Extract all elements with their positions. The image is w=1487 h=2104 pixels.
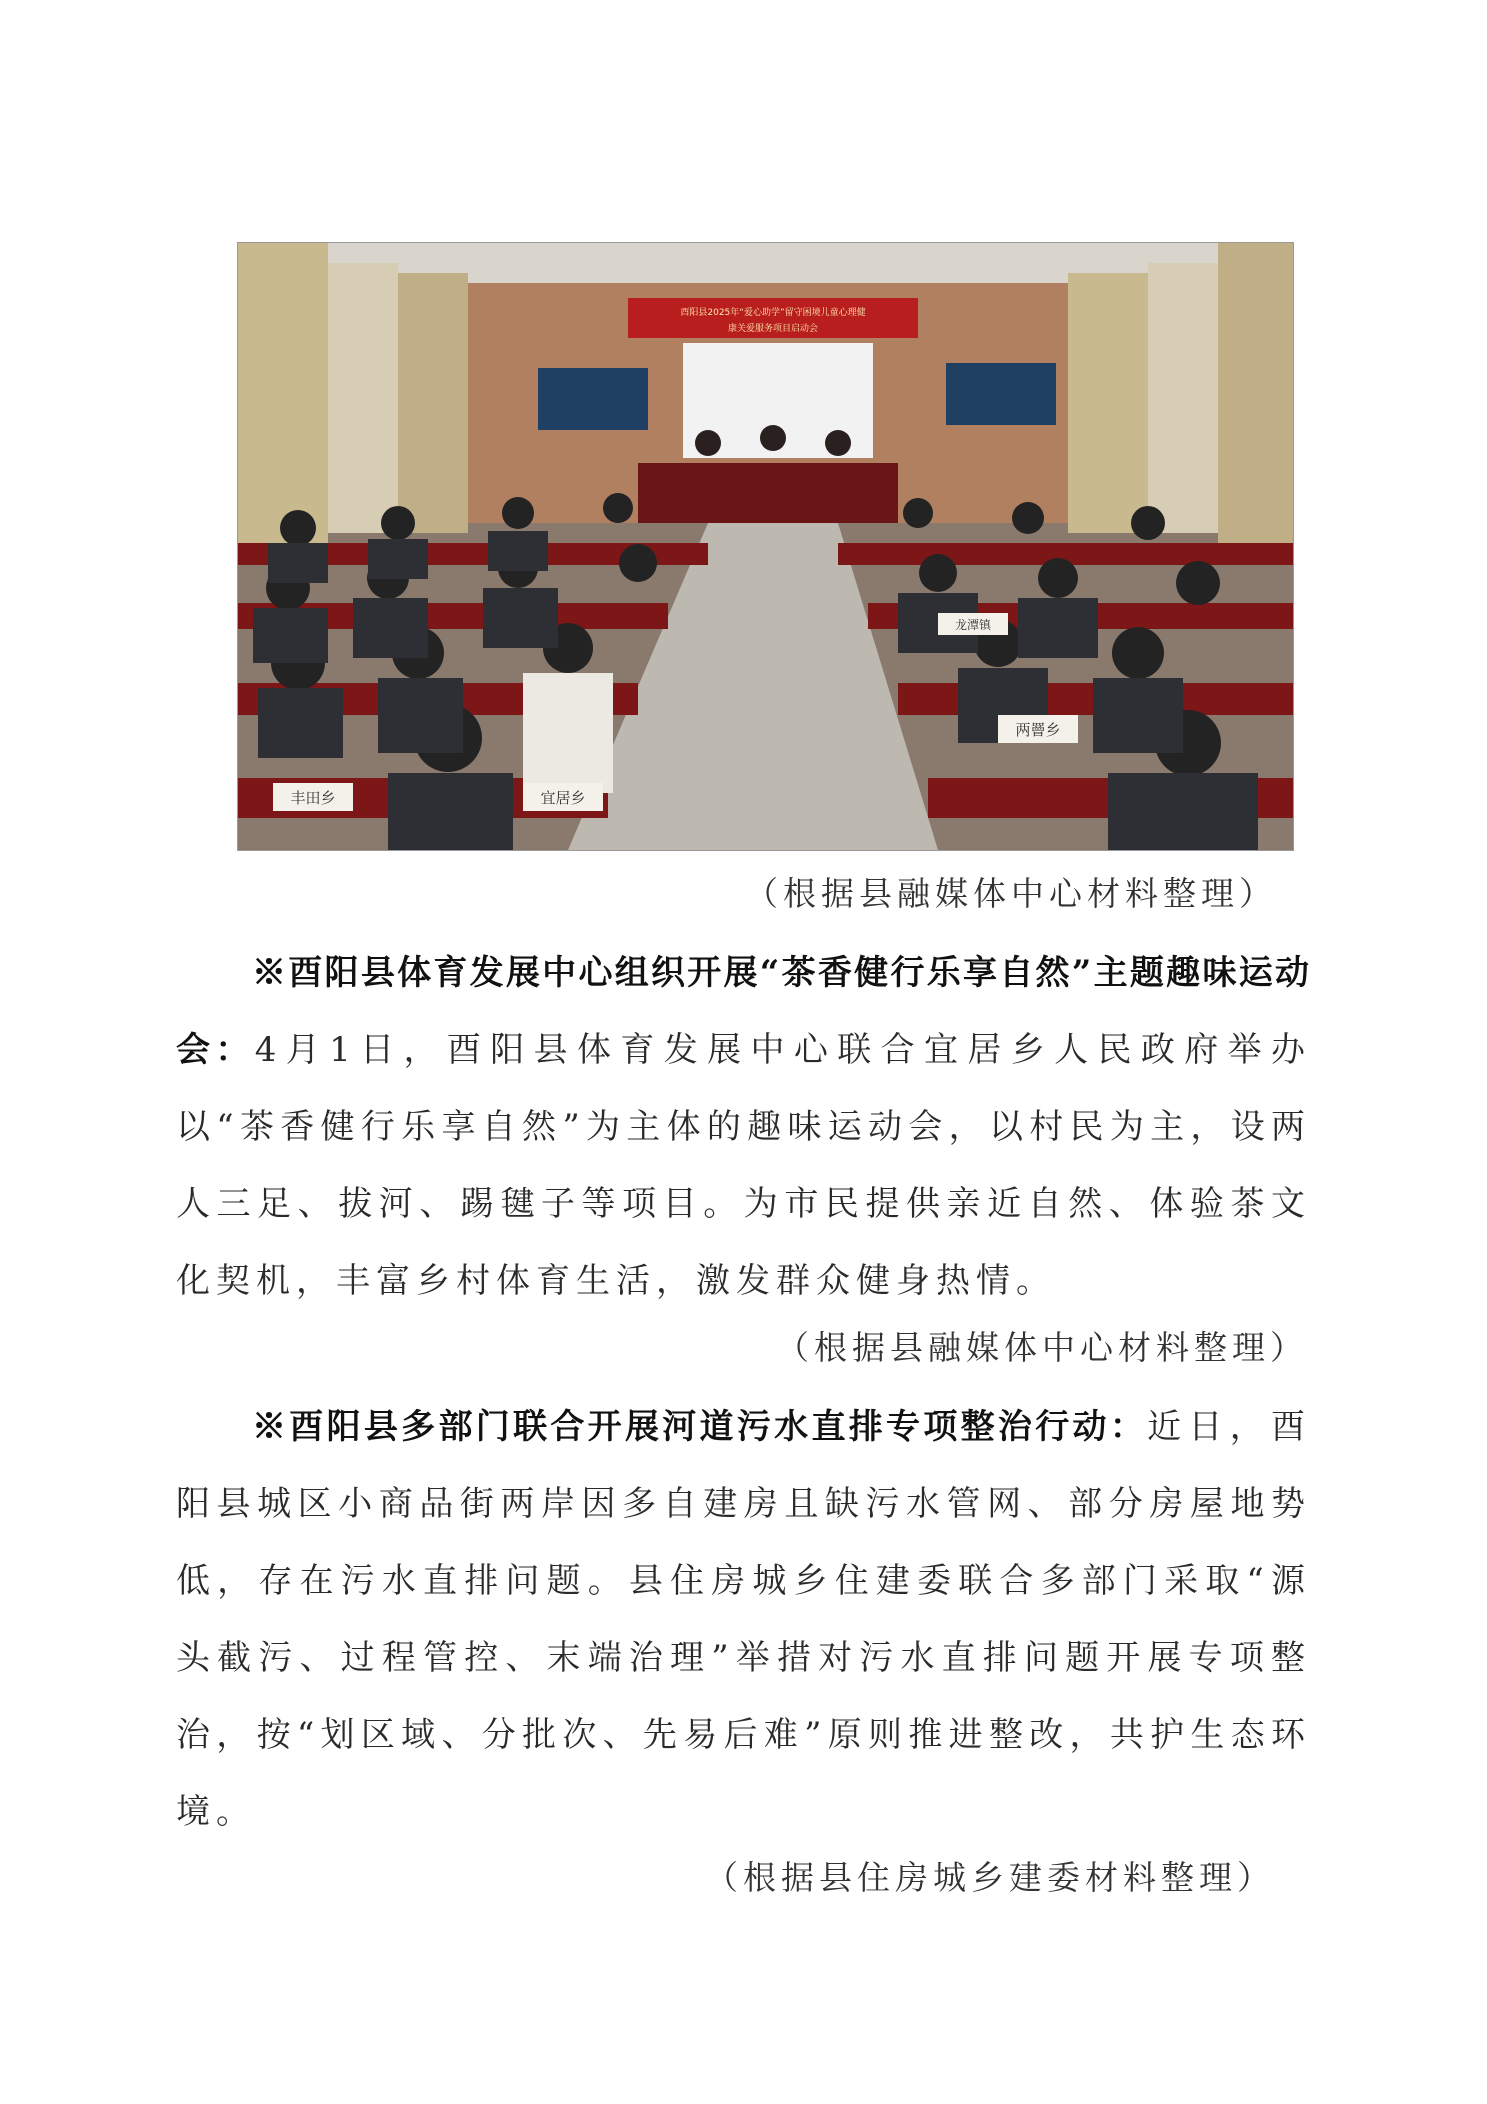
news-item-sewage <box>176 1389 1311 1851</box>
nameplate-2: 宜居乡 <box>540 789 586 807</box>
news-item-sports-body: 4月1日，酉阳县体育发展中心联合宜居乡人民政府举办以“茶香健行乐享自然”为主体的趣味运动会，以村民为主，设两人三足、拔河、踢毽子等项目。为市民提供亲近自然、体验茶文化契机，丰富乡村体育生活，激发群众健身热情。 <box>176 1030 1311 1301</box>
news-item-sports-source: （根据县融媒体中心材料整理） <box>776 1328 1308 1367</box>
photo-source-caption: （根据县融媒体中心材料整理） <box>745 874 1277 913</box>
news-item-sewage-source: （根据县住房城乡建委材料整理） <box>705 1858 1275 1897</box>
news-item-sports <box>176 935 1311 1320</box>
banner-line-1: 酉阳县2025年“爱心助学”留守困境儿童心理健 <box>680 308 866 318</box>
news-item-sports-lead: ※酉阳县体育发展中心组织开展“茶香健行乐享自然”主题趣味运动会： <box>176 953 1311 1070</box>
nameplate-3: 龙潭镇 <box>954 618 992 632</box>
banner-line-2: 康关爱服务项目启动会 <box>727 324 819 334</box>
meeting-photo <box>237 242 1294 851</box>
news-item-sewage-body: 近日，酉阳县城区小商品街两岸因多自建房且缺污水管网、部分房屋地势低，存在污水直排问题。县住房城乡住建委联合多部门采取“源头截污、过程管控、末端治理”举措对污水直排问题开展专项整治，按“划区域、分批次、先易后难”原则推进整改，共护生态环境。 <box>176 1407 1311 1832</box>
nameplate-4: 两罾乡 <box>1015 721 1061 739</box>
meeting-photo-icon <box>238 243 1293 850</box>
news-item-sewage-lead: ※酉阳县多部门联合开展河道污水直排专项整治行动： <box>252 1407 1148 1447</box>
nameplate-1: 丰田乡 <box>290 789 336 807</box>
